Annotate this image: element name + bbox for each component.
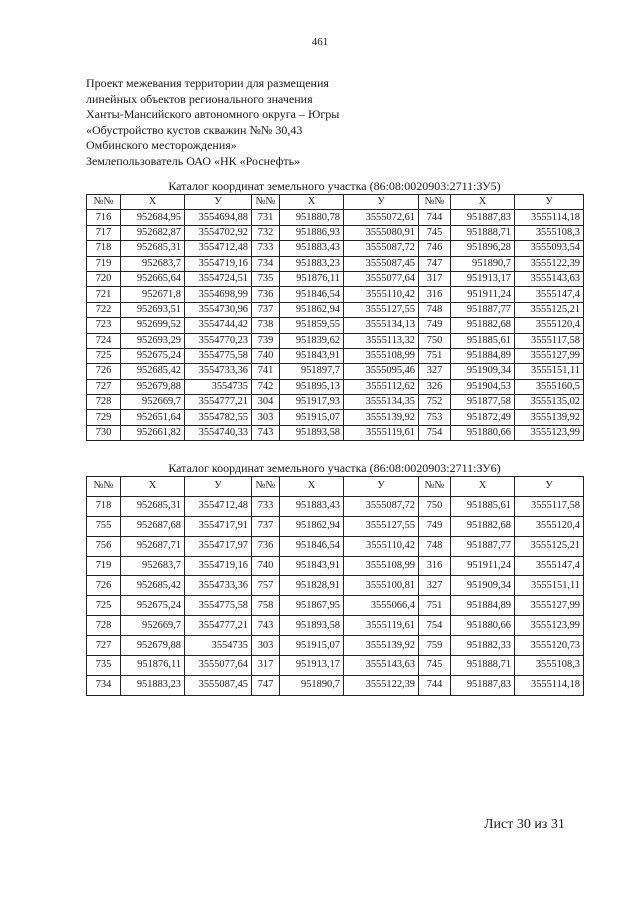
table-row bbox=[87, 395, 584, 410]
point-number-cell: 745 bbox=[419, 225, 451, 240]
x-coordinate-cell: 952687,68 bbox=[121, 516, 185, 536]
x-coordinate-cell: 951846,54 bbox=[280, 536, 344, 556]
x-coordinate-cell: 951911,24 bbox=[451, 287, 515, 302]
point-number-cell: 744 bbox=[419, 675, 451, 695]
y-coordinate-cell: 3554775,58 bbox=[185, 596, 252, 616]
point-number-cell: 723 bbox=[87, 318, 121, 333]
x-coordinate-cell: 951909,34 bbox=[451, 576, 515, 596]
table-row bbox=[87, 271, 584, 286]
y-coordinate-cell: 3555139,92 bbox=[344, 410, 419, 425]
y-coordinate-cell: 3555151,11 bbox=[515, 364, 584, 379]
y-coordinate-cell: 3555087,45 bbox=[185, 675, 252, 695]
x-coordinate-cell: 951872,49 bbox=[451, 410, 515, 425]
header-line: «Обустройство кустов скважин №№ 30,43 bbox=[86, 122, 303, 137]
point-number-cell: 735 bbox=[87, 656, 121, 676]
table-row bbox=[87, 675, 584, 695]
x-coordinate-cell: 951887,77 bbox=[451, 302, 515, 317]
x-coordinate-cell: 952687,71 bbox=[121, 536, 185, 556]
x-coordinate-cell: 951862,94 bbox=[280, 302, 344, 317]
y-coordinate-cell: 3555120,73 bbox=[515, 636, 584, 656]
point-number-cell: 727 bbox=[87, 379, 121, 394]
y-coordinate-cell: 3555087,72 bbox=[344, 241, 419, 256]
x-coordinate-cell: 951890,7 bbox=[451, 256, 515, 271]
table-row bbox=[87, 256, 584, 271]
y-coordinate-cell: 3555139,92 bbox=[515, 410, 584, 425]
x-coordinate-cell: 951886,93 bbox=[280, 225, 344, 240]
y-coordinate-cell: 3555077,64 bbox=[185, 656, 252, 676]
y-coordinate-cell: 3554735 bbox=[185, 379, 252, 394]
y-coordinate-cell: 3555147,4 bbox=[515, 287, 584, 302]
point-number-cell: 751 bbox=[419, 596, 451, 616]
catalog-title: Каталог координат земельного участка (86:08:0020903:2711:ЗУ6) bbox=[168, 461, 501, 475]
y-coordinate-cell: 3555100,81 bbox=[344, 576, 419, 596]
point-number-cell: 754 bbox=[419, 425, 451, 440]
y-coordinate-cell: 3555122,39 bbox=[344, 675, 419, 695]
point-number-cell: 750 bbox=[419, 496, 451, 516]
y-coordinate-cell: 3555108,99 bbox=[344, 556, 419, 576]
table-row bbox=[87, 636, 584, 656]
point-number-cell: 747 bbox=[419, 256, 451, 271]
point-number-cell: 748 bbox=[419, 302, 451, 317]
x-coordinate-cell: 951917,93 bbox=[280, 395, 344, 410]
x-coordinate-cell: 951887,83 bbox=[451, 675, 515, 695]
x-coordinate-cell: 951877,58 bbox=[451, 395, 515, 410]
y-coordinate-cell: 3555127,99 bbox=[515, 596, 584, 616]
table-row bbox=[87, 348, 584, 363]
x-coordinate-cell: 952699,52 bbox=[121, 318, 185, 333]
y-coordinate-cell: 3554733,36 bbox=[185, 364, 252, 379]
column-header-number: №№ bbox=[419, 477, 451, 497]
x-coordinate-cell: 951884,89 bbox=[451, 348, 515, 363]
column-header-number: №№ bbox=[252, 195, 280, 210]
x-coordinate-cell: 952679,88 bbox=[121, 379, 185, 394]
point-number-cell: 728 bbox=[87, 616, 121, 636]
point-number-cell: 730 bbox=[87, 425, 121, 440]
point-number-cell: 719 bbox=[87, 256, 121, 271]
y-coordinate-cell: 3554777,21 bbox=[185, 616, 252, 636]
y-coordinate-cell: 3555119,61 bbox=[344, 425, 419, 440]
y-coordinate-cell: 3555072,61 bbox=[344, 210, 419, 225]
x-coordinate-cell: 952683,7 bbox=[121, 556, 185, 576]
y-coordinate-cell: 3555135,02 bbox=[515, 395, 584, 410]
column-header-number: №№ bbox=[419, 195, 451, 210]
column-header-y: У bbox=[515, 477, 584, 497]
point-number-cell: 749 bbox=[419, 318, 451, 333]
header-line: линейных объектов регионального значения bbox=[86, 91, 313, 106]
point-number-cell: 726 bbox=[87, 364, 121, 379]
y-coordinate-cell: 3554782,55 bbox=[185, 410, 252, 425]
x-coordinate-cell: 951882,68 bbox=[451, 318, 515, 333]
y-coordinate-cell: 3555122,39 bbox=[515, 256, 584, 271]
point-number-cell: 745 bbox=[419, 656, 451, 676]
table-row bbox=[87, 225, 584, 240]
y-coordinate-cell: 3555087,45 bbox=[344, 256, 419, 271]
x-coordinate-cell: 952683,7 bbox=[121, 256, 185, 271]
point-number-cell: 327 bbox=[419, 576, 451, 596]
point-number-cell: 724 bbox=[87, 333, 121, 348]
y-coordinate-cell: 3554777,21 bbox=[185, 395, 252, 410]
x-coordinate-cell: 952682,87 bbox=[121, 225, 185, 240]
x-coordinate-cell: 951876,11 bbox=[121, 656, 185, 676]
y-coordinate-cell: 3555120,4 bbox=[515, 318, 584, 333]
coordinates-table bbox=[86, 476, 584, 696]
catalog-zu6 bbox=[86, 461, 583, 696]
table-row bbox=[87, 379, 584, 394]
column-header-y: У bbox=[344, 477, 419, 497]
x-coordinate-cell: 952693,29 bbox=[121, 333, 185, 348]
y-coordinate-cell: 3555110,42 bbox=[344, 536, 419, 556]
y-coordinate-cell: 3555080,91 bbox=[344, 225, 419, 240]
point-number-cell: 303 bbox=[252, 636, 280, 656]
column-header-y: У bbox=[185, 477, 252, 497]
x-coordinate-cell: 951882,68 bbox=[451, 516, 515, 536]
column-header-x: X bbox=[280, 195, 344, 210]
y-coordinate-cell: 3555114,18 bbox=[515, 675, 584, 695]
y-coordinate-cell: 3555134,13 bbox=[344, 318, 419, 333]
point-number-cell: 727 bbox=[87, 636, 121, 656]
point-number-cell: 756 bbox=[87, 536, 121, 556]
table-header-row bbox=[87, 195, 584, 210]
point-number-cell: 734 bbox=[87, 675, 121, 695]
column-header-y: У bbox=[344, 195, 419, 210]
point-number-cell: 748 bbox=[419, 536, 451, 556]
column-header-x: X bbox=[451, 195, 515, 210]
x-coordinate-cell: 951843,91 bbox=[280, 348, 344, 363]
point-number-cell: 733 bbox=[252, 496, 280, 516]
y-coordinate-cell: 3555139,92 bbox=[344, 636, 419, 656]
x-coordinate-cell: 951909,34 bbox=[451, 364, 515, 379]
y-coordinate-cell: 3555120,4 bbox=[515, 516, 584, 536]
point-number-cell: 722 bbox=[87, 302, 121, 317]
x-coordinate-cell: 952685,42 bbox=[121, 576, 185, 596]
table-row bbox=[87, 616, 584, 636]
x-coordinate-cell: 951897,7 bbox=[280, 364, 344, 379]
point-number-cell: 750 bbox=[419, 333, 451, 348]
x-coordinate-cell: 952665,64 bbox=[121, 271, 185, 286]
x-coordinate-cell: 951915,07 bbox=[280, 636, 344, 656]
point-number-cell: 731 bbox=[252, 210, 280, 225]
y-coordinate-cell: 3555127,55 bbox=[344, 302, 419, 317]
y-coordinate-cell: 3554694,88 bbox=[185, 210, 252, 225]
y-coordinate-cell: 3555151,11 bbox=[515, 576, 584, 596]
point-number-cell: 729 bbox=[87, 410, 121, 425]
y-coordinate-cell: 3554719,16 bbox=[185, 556, 252, 576]
point-number-cell: 735 bbox=[252, 271, 280, 286]
point-number-cell: 726 bbox=[87, 576, 121, 596]
x-coordinate-cell: 951862,94 bbox=[280, 516, 344, 536]
y-coordinate-cell: 3555110,42 bbox=[344, 287, 419, 302]
y-coordinate-cell: 3555123,99 bbox=[515, 425, 584, 440]
y-coordinate-cell: 3554744,42 bbox=[185, 318, 252, 333]
y-coordinate-cell: 3555112,62 bbox=[344, 379, 419, 394]
table-row bbox=[87, 333, 584, 348]
header-line: Проект межевания территории для размещения bbox=[86, 76, 329, 90]
y-coordinate-cell: 3555147,4 bbox=[515, 556, 584, 576]
column-header-y: У bbox=[185, 195, 252, 210]
y-coordinate-cell: 3554719,16 bbox=[185, 256, 252, 271]
catalog-title: Каталог координат земельного участка (86:08:0020903:2711:ЗУ5) bbox=[168, 179, 501, 193]
point-number-cell: 742 bbox=[252, 379, 280, 394]
point-number-cell: 757 bbox=[252, 576, 280, 596]
x-coordinate-cell: 951885,61 bbox=[451, 333, 515, 348]
sheet-number: Лист 30 из 31 bbox=[484, 817, 565, 832]
y-coordinate-cell: 3555087,72 bbox=[344, 496, 419, 516]
column-header-y: У bbox=[515, 195, 584, 210]
table-row bbox=[87, 210, 584, 225]
y-coordinate-cell: 3555108,3 bbox=[515, 225, 584, 240]
point-number-cell: 719 bbox=[87, 556, 121, 576]
x-coordinate-cell: 951880,66 bbox=[451, 425, 515, 440]
document-header bbox=[86, 76, 506, 170]
point-number-cell: 733 bbox=[252, 241, 280, 256]
x-coordinate-cell: 951876,11 bbox=[280, 271, 344, 286]
y-coordinate-cell: 3555125,21 bbox=[515, 536, 584, 556]
y-coordinate-cell: 3554735 bbox=[185, 636, 252, 656]
point-number-cell: 740 bbox=[252, 348, 280, 363]
y-coordinate-cell: 3554717,97 bbox=[185, 536, 252, 556]
point-number-cell: 744 bbox=[419, 210, 451, 225]
column-header-x: X bbox=[280, 477, 344, 497]
point-number-cell: 316 bbox=[419, 287, 451, 302]
x-coordinate-cell: 952661,82 bbox=[121, 425, 185, 440]
table-row bbox=[87, 556, 584, 576]
catalog-zu5 bbox=[86, 179, 583, 441]
table-header-row bbox=[87, 477, 584, 497]
y-coordinate-cell: 3555143,63 bbox=[515, 271, 584, 286]
point-number-cell: 755 bbox=[87, 516, 121, 536]
x-coordinate-cell: 951887,83 bbox=[451, 210, 515, 225]
point-number-cell: 738 bbox=[252, 318, 280, 333]
point-number-cell: 751 bbox=[419, 348, 451, 363]
y-coordinate-cell: 3555108,3 bbox=[515, 656, 584, 676]
point-number-cell: 716 bbox=[87, 210, 121, 225]
table-row bbox=[87, 364, 584, 379]
header-line: Омбинского месторождения» bbox=[86, 138, 237, 153]
point-number-cell: 752 bbox=[419, 395, 451, 410]
x-coordinate-cell: 951883,43 bbox=[280, 496, 344, 516]
point-number-cell: 720 bbox=[87, 271, 121, 286]
y-coordinate-cell: 3555066,4 bbox=[344, 596, 419, 616]
y-coordinate-cell: 3555108,99 bbox=[344, 348, 419, 363]
x-coordinate-cell: 952675,24 bbox=[121, 348, 185, 363]
y-coordinate-cell: 3555117,58 bbox=[515, 496, 584, 516]
table-row bbox=[87, 318, 584, 333]
y-coordinate-cell: 3554740,33 bbox=[185, 425, 252, 440]
x-coordinate-cell: 951880,78 bbox=[280, 210, 344, 225]
coordinates-table bbox=[86, 194, 584, 441]
point-number-cell: 737 bbox=[252, 302, 280, 317]
y-coordinate-cell: 3555127,55 bbox=[344, 516, 419, 536]
point-number-cell: 728 bbox=[87, 395, 121, 410]
x-coordinate-cell: 951893,58 bbox=[280, 425, 344, 440]
point-number-cell: 739 bbox=[252, 333, 280, 348]
y-coordinate-cell: 3555117,58 bbox=[515, 333, 584, 348]
y-coordinate-cell: 3555113,32 bbox=[344, 333, 419, 348]
table-row bbox=[87, 425, 584, 440]
table-row bbox=[87, 410, 584, 425]
point-number-cell: 743 bbox=[252, 425, 280, 440]
point-number-cell: 754 bbox=[419, 616, 451, 636]
x-coordinate-cell: 951887,77 bbox=[451, 536, 515, 556]
x-coordinate-cell: 951882,33 bbox=[451, 636, 515, 656]
x-coordinate-cell: 951893,58 bbox=[280, 616, 344, 636]
y-coordinate-cell: 3554717,91 bbox=[185, 516, 252, 536]
y-coordinate-cell: 3554775,58 bbox=[185, 348, 252, 363]
x-coordinate-cell: 951915,07 bbox=[280, 410, 344, 425]
header-line: Землепользователь ОАО «НК «Роснефть» bbox=[86, 153, 301, 168]
x-coordinate-cell: 951884,89 bbox=[451, 596, 515, 616]
x-coordinate-cell: 951883,23 bbox=[280, 256, 344, 271]
column-header-x: X bbox=[451, 477, 515, 497]
point-number-cell: 746 bbox=[419, 241, 451, 256]
x-coordinate-cell: 952685,31 bbox=[121, 241, 185, 256]
y-coordinate-cell: 3555119,61 bbox=[344, 616, 419, 636]
y-coordinate-cell: 3554730,96 bbox=[185, 302, 252, 317]
y-coordinate-cell: 3555143,63 bbox=[344, 656, 419, 676]
point-number-cell: 317 bbox=[419, 271, 451, 286]
point-number-cell: 717 bbox=[87, 225, 121, 240]
x-coordinate-cell: 951846,54 bbox=[280, 287, 344, 302]
point-number-cell: 718 bbox=[87, 241, 121, 256]
x-coordinate-cell: 952679,88 bbox=[121, 636, 185, 656]
point-number-cell: 303 bbox=[252, 410, 280, 425]
y-coordinate-cell: 3555127,99 bbox=[515, 348, 584, 363]
point-number-cell: 759 bbox=[419, 636, 451, 656]
x-coordinate-cell: 952675,24 bbox=[121, 596, 185, 616]
table-row bbox=[87, 496, 584, 516]
x-coordinate-cell: 952685,42 bbox=[121, 364, 185, 379]
x-coordinate-cell: 951843,91 bbox=[280, 556, 344, 576]
y-coordinate-cell: 3555114,18 bbox=[515, 210, 584, 225]
x-coordinate-cell: 951880,66 bbox=[451, 616, 515, 636]
column-header-number: №№ bbox=[87, 195, 121, 210]
point-number-cell: 749 bbox=[419, 516, 451, 536]
x-coordinate-cell: 951828,91 bbox=[280, 576, 344, 596]
point-number-cell: 725 bbox=[87, 596, 121, 616]
table-row bbox=[87, 656, 584, 676]
point-number-cell: 326 bbox=[419, 379, 451, 394]
y-coordinate-cell: 3554712,48 bbox=[185, 496, 252, 516]
y-coordinate-cell: 3554698,99 bbox=[185, 287, 252, 302]
point-number-cell: 743 bbox=[252, 616, 280, 636]
x-coordinate-cell: 951883,43 bbox=[280, 241, 344, 256]
y-coordinate-cell: 3554770,23 bbox=[185, 333, 252, 348]
y-coordinate-cell: 3555160,5 bbox=[515, 379, 584, 394]
y-coordinate-cell: 3555095,46 bbox=[344, 364, 419, 379]
x-coordinate-cell: 952669,7 bbox=[121, 395, 185, 410]
x-coordinate-cell: 951839,62 bbox=[280, 333, 344, 348]
point-number-cell: 725 bbox=[87, 348, 121, 363]
x-coordinate-cell: 951867,95 bbox=[280, 596, 344, 616]
point-number-cell: 736 bbox=[252, 287, 280, 302]
y-coordinate-cell: 3554712,48 bbox=[185, 241, 252, 256]
y-coordinate-cell: 3554733,36 bbox=[185, 576, 252, 596]
y-coordinate-cell: 3555093,54 bbox=[515, 241, 584, 256]
point-number-cell: 304 bbox=[252, 395, 280, 410]
x-coordinate-cell: 951890,7 bbox=[280, 675, 344, 695]
x-coordinate-cell: 952669,7 bbox=[121, 616, 185, 636]
y-coordinate-cell: 3554702,92 bbox=[185, 225, 252, 240]
point-number-cell: 316 bbox=[419, 556, 451, 576]
column-header-x: X bbox=[121, 195, 185, 210]
x-coordinate-cell: 951911,24 bbox=[451, 556, 515, 576]
x-coordinate-cell: 952684,95 bbox=[121, 210, 185, 225]
table-row bbox=[87, 302, 584, 317]
point-number-cell: 736 bbox=[252, 536, 280, 556]
table-row bbox=[87, 536, 584, 556]
x-coordinate-cell: 951895,13 bbox=[280, 379, 344, 394]
column-header-x: X bbox=[121, 477, 185, 497]
point-number-cell: 327 bbox=[419, 364, 451, 379]
y-coordinate-cell: 3555134,35 bbox=[344, 395, 419, 410]
point-number-cell: 741 bbox=[252, 364, 280, 379]
header-line: Ханты-Мансийского автономного округа – Югры bbox=[86, 107, 340, 122]
x-coordinate-cell: 951913,17 bbox=[451, 271, 515, 286]
point-number-cell: 718 bbox=[87, 496, 121, 516]
table-row bbox=[87, 576, 584, 596]
x-coordinate-cell: 951888,71 bbox=[451, 656, 515, 676]
table-row bbox=[87, 241, 584, 256]
y-coordinate-cell: 3555125,21 bbox=[515, 302, 584, 317]
x-coordinate-cell: 951904,53 bbox=[451, 379, 515, 394]
point-number-cell: 740 bbox=[252, 556, 280, 576]
point-number-cell: 734 bbox=[252, 256, 280, 271]
table-row bbox=[87, 516, 584, 536]
y-coordinate-cell: 3555077,64 bbox=[344, 271, 419, 286]
y-coordinate-cell: 3554724,51 bbox=[185, 271, 252, 286]
x-coordinate-cell: 951896,28 bbox=[451, 241, 515, 256]
column-header-number: №№ bbox=[252, 477, 280, 497]
column-header-number: №№ bbox=[87, 477, 121, 497]
point-number-cell: 732 bbox=[252, 225, 280, 240]
point-number-cell: 317 bbox=[252, 656, 280, 676]
point-number-cell: 747 bbox=[252, 675, 280, 695]
point-number-cell: 753 bbox=[419, 410, 451, 425]
x-coordinate-cell: 952685,31 bbox=[121, 496, 185, 516]
table-row bbox=[87, 287, 584, 302]
x-coordinate-cell: 951888,71 bbox=[451, 225, 515, 240]
page-number: 461 bbox=[311, 36, 329, 48]
x-coordinate-cell: 951859,55 bbox=[280, 318, 344, 333]
point-number-cell: 758 bbox=[252, 596, 280, 616]
point-number-cell: 721 bbox=[87, 287, 121, 302]
x-coordinate-cell: 951883,23 bbox=[121, 675, 185, 695]
table-row bbox=[87, 596, 584, 616]
x-coordinate-cell: 952693,51 bbox=[121, 302, 185, 317]
x-coordinate-cell: 952651,64 bbox=[121, 410, 185, 425]
y-coordinate-cell: 3555123,99 bbox=[515, 616, 584, 636]
x-coordinate-cell: 952671,8 bbox=[121, 287, 185, 302]
point-number-cell: 737 bbox=[252, 516, 280, 536]
x-coordinate-cell: 951885,61 bbox=[451, 496, 515, 516]
x-coordinate-cell: 951913,17 bbox=[280, 656, 344, 676]
